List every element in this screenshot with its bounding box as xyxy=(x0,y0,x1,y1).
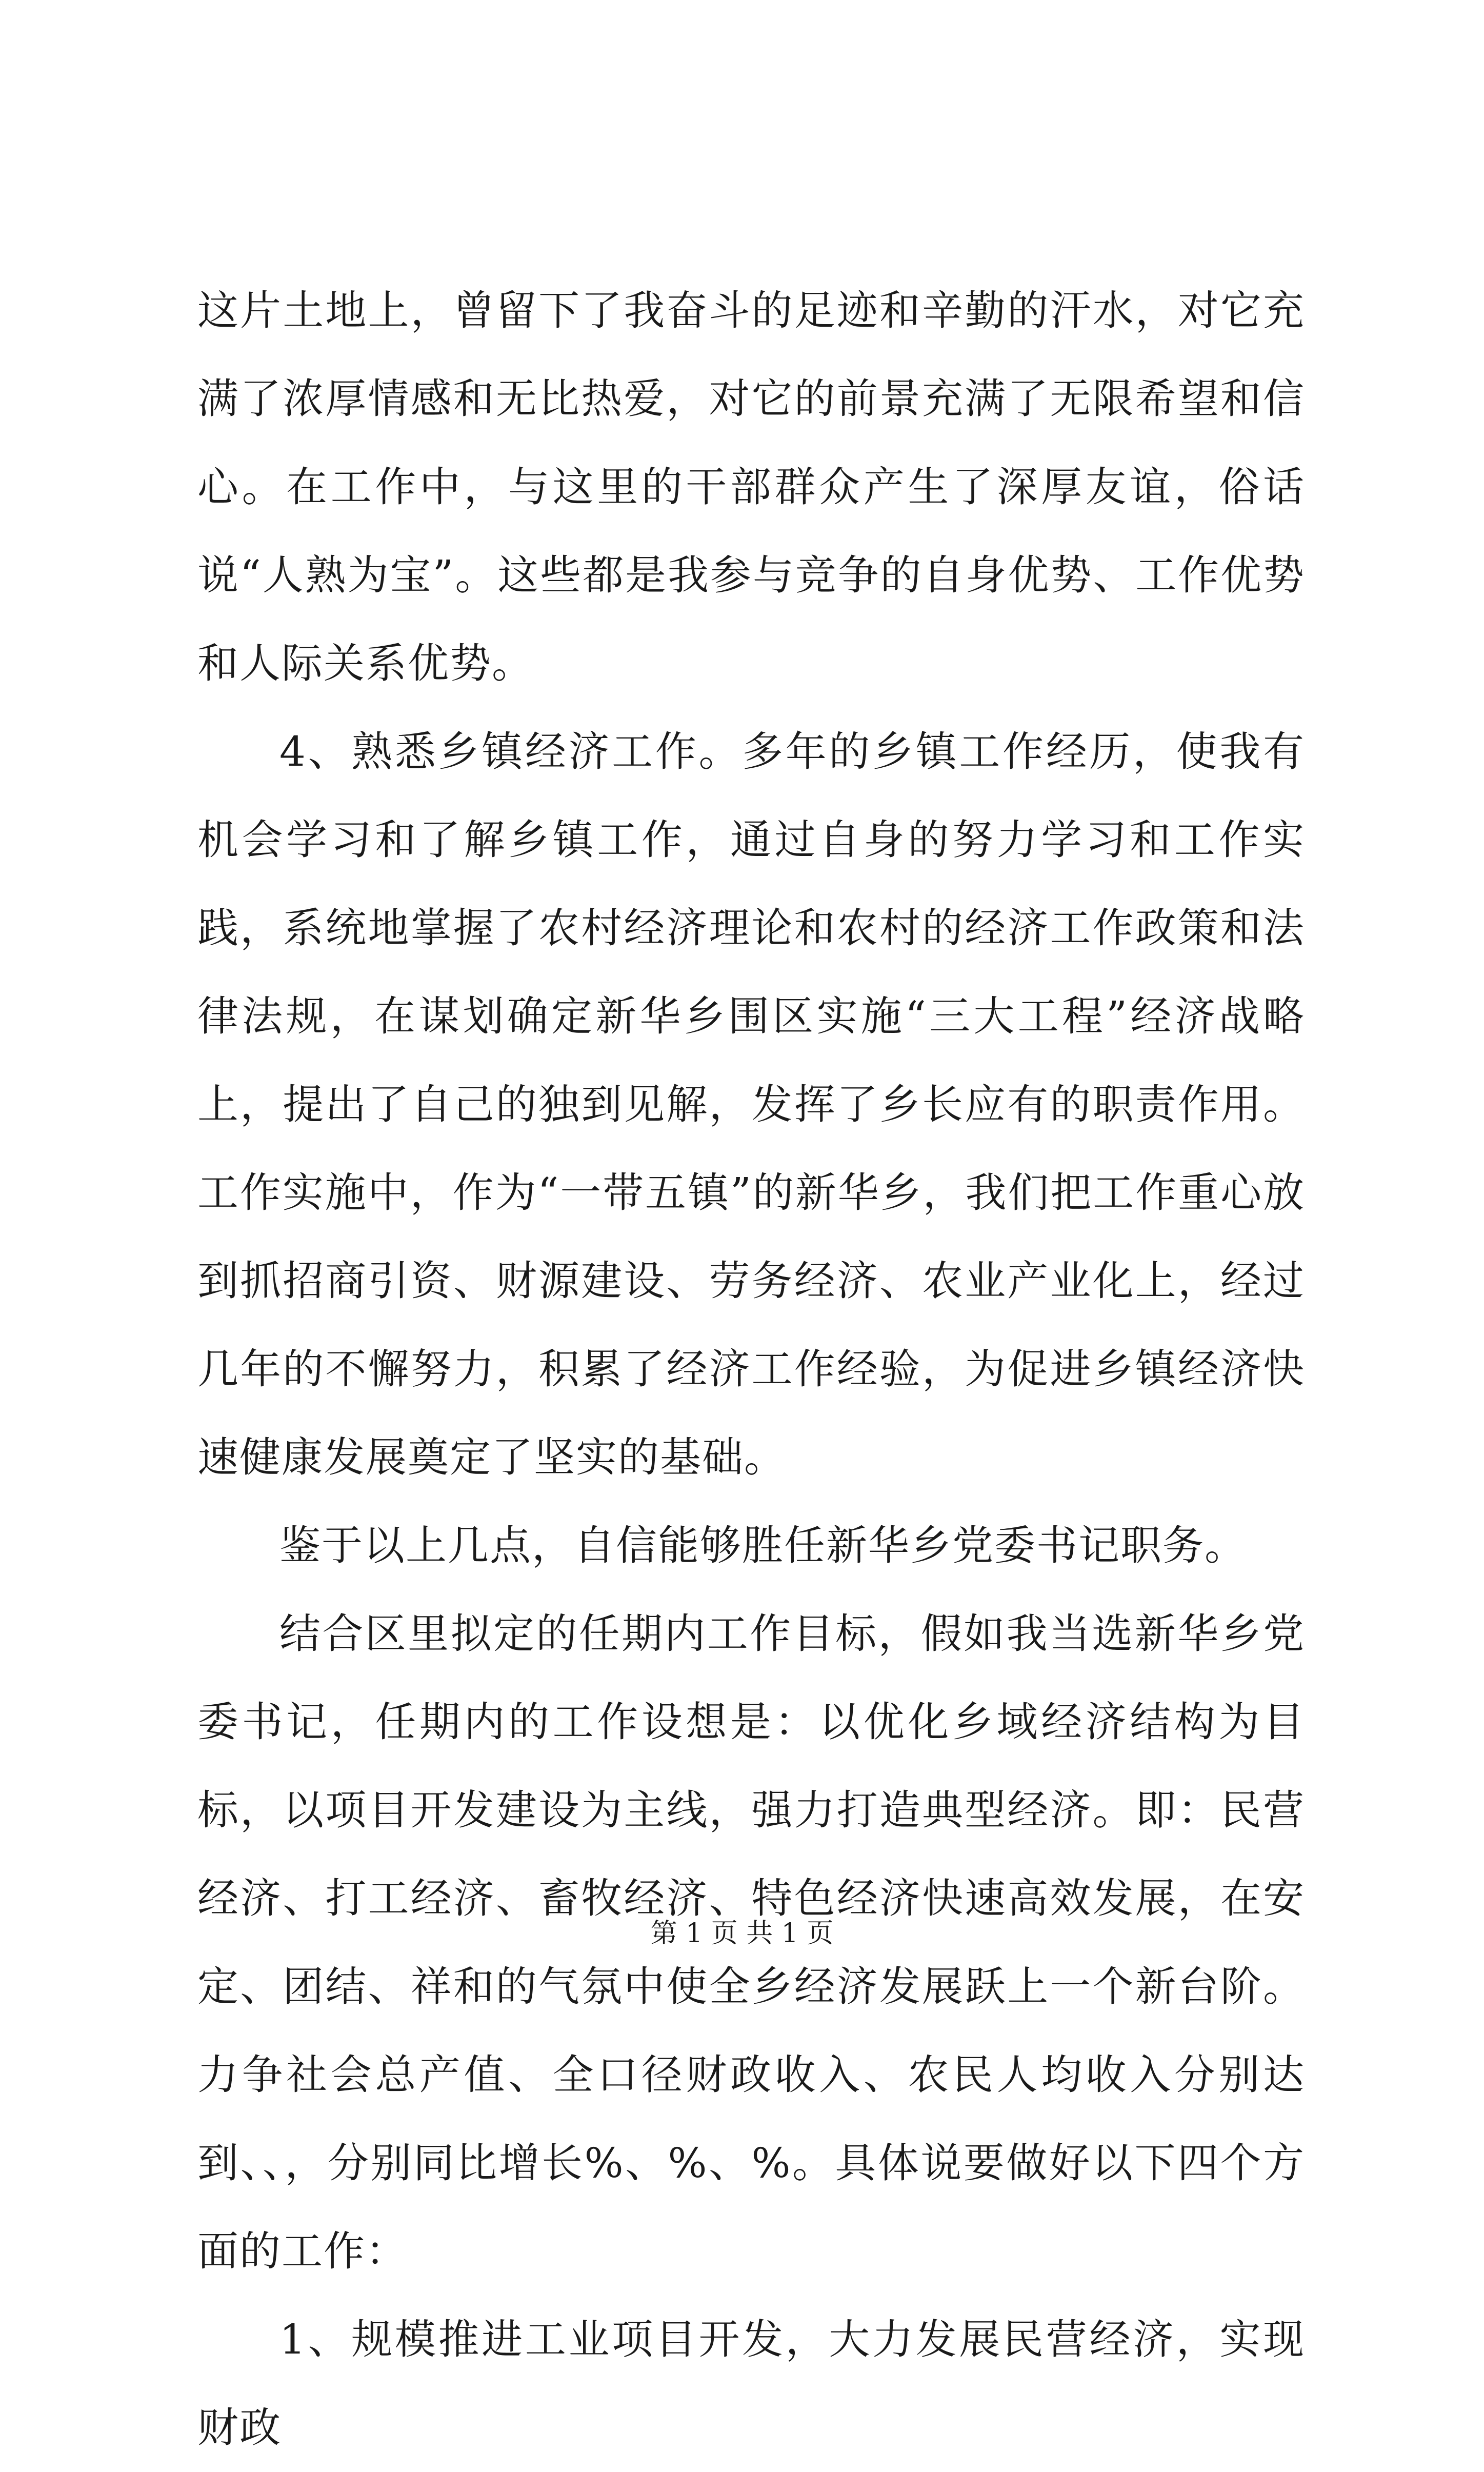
paragraph: 4、熟悉乡镇经济工作。多年的乡镇工作经历，使我有机会学习和了解乡镇工作，通过自身的努力学习和工作实践，系统地掌握了农村经济理论和农村的经济工作政策和法律法规，在谋划确定新华乡围区实施“三大工程”经济战略上，提出了自己的独到见解，发挥了乡长应有的职责作用。工作实施中，作为“一带五镇”的新华乡，我们把工作重心放到抓招商引资、财源建设、劳务经济、农业产业化上，经过几年的不懈努力，积累了经济工作经验，为促进乡镇经济快速健康发展奠定了坚实的基础。 xyxy=(197,728,1305,1481)
paragraph: 这片土地上，曾留下了我奋斗的足迹和辛勤的汗水，对它充满了浓厚情感和无比热爱，对它的前景充满了无限希望和信心。在工作中，与这里的干部群众产生了深厚友谊，俗话说“人熟为宝”。这些都是我参与竞争的自身优势、工作优势和人际关系优势。 xyxy=(197,287,1305,687)
document-body xyxy=(197,267,1305,2472)
page-number-footer: 第 1 页 共 1 页 xyxy=(650,1918,834,1949)
paragraph: 1、规模推进工业项目开发，大力发展民营经济，实现财政 xyxy=(197,2316,1305,2451)
paragraph: 结合区里拟定的任期内工作目标，假如我当选新华乡党委书记，任期内的工作设想是：以优化乡域经济结构为目标，以项目开发建设为主线，强力打造典型经济。即：民营经济、打工经济、畜牧经济、特色经济快速高效发展，在安定、团结、祥和的气氛中使全乡经济发展跃上一个新台阶。力争社会总产值、全口径财政收入、农民人均收入分别达到、、，分别同比增长%、%、%。具体说要做好以下四个方面的工作： xyxy=(197,1610,1305,2275)
paragraph: 鉴于以上几点，自信能够胜任新华乡党委书记职务。 xyxy=(279,1522,1247,1569)
